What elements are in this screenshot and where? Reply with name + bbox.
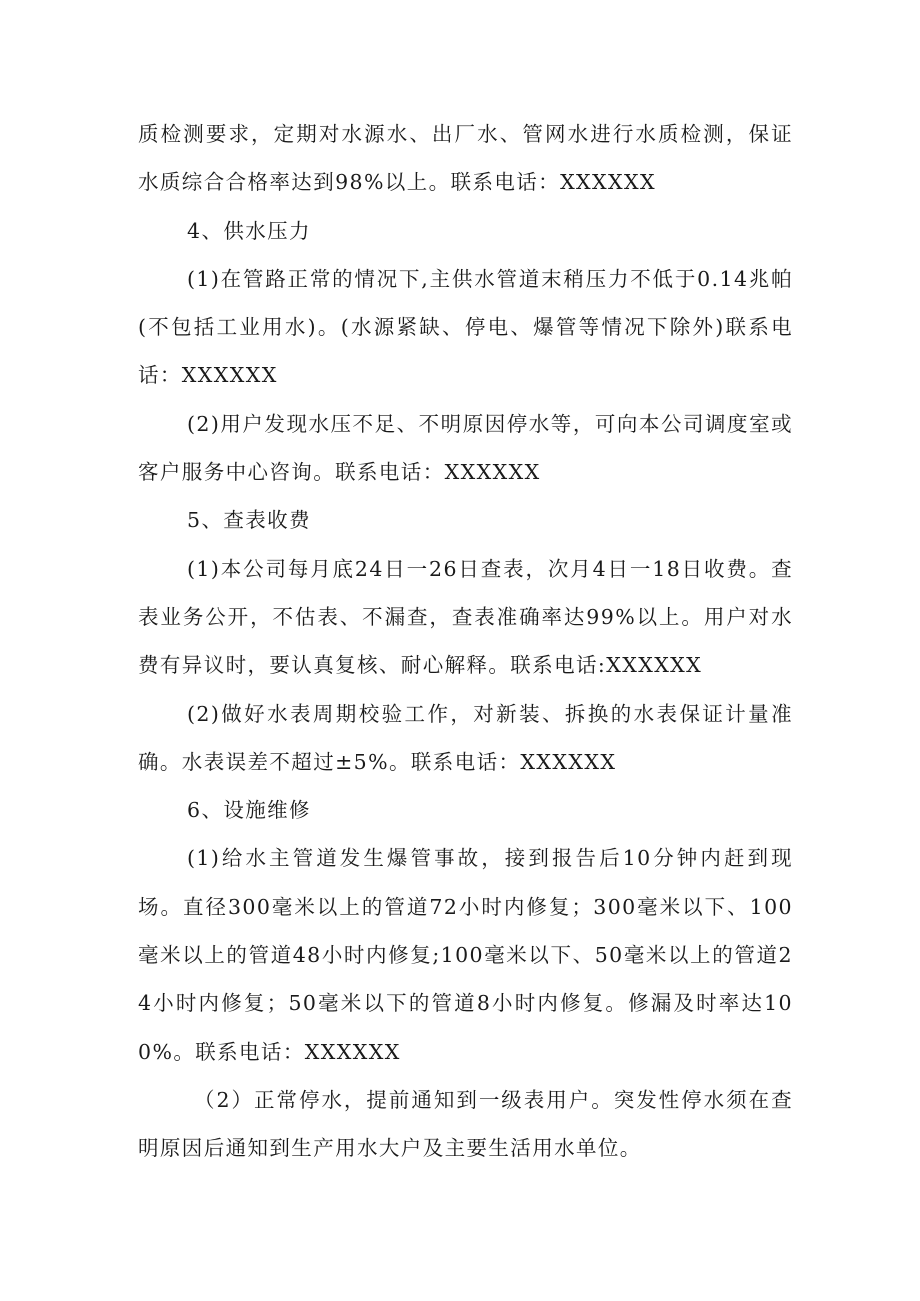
paragraph-water-quality-continued: 质检测要求，定期对水源水、出厂水、管网水进行水质检测，保证水质综合合格率达到98%以上。联系电话：XXXXXX [138,122,793,195]
paragraph-billing-item-1: (1)本公司每月底24日一26日查表，次月4日一18日收费。查表业务公开，不估表、不漏查，查表准确率达99%以上。用户对水费有异议时，要认真复核、耐心解释。联系电话:XXXXXX [138,556,793,678]
paragraph-billing-item-2: (2)做好水表周期校验工作，对新装、拆换的水表保证计量准确。水表误差不超过±5%。联系电话：XXXXXX [138,701,793,774]
document-body [138,110,793,1173]
paragraph-maintenance-item-2: （2）正常停水，提前通知到一级表用户。突发性停水须在查明原因后通知到生产用水大户及主要生活用水单位。 [138,1087,793,1161]
heading-facility-maintenance: 6、设施维修 [187,798,311,823]
heading-meter-reading-billing: 5、查表收费 [187,508,311,533]
paragraph-pressure-item-2: (2)用户发现水压不足、不明原因停水等，可向本公司调度室或客户服务中心咨询。联系电话：XXXXXX [138,411,793,485]
paragraph-pressure-item-1: (1)在管路正常的情况下,主供水管道末稍压力不低于0.14兆帕(不包括工业用水)。(水源紧缺、停电、爆管等情况下除外)联系电话：XXXXXX [138,266,793,388]
paragraph-maintenance-item-1: (1)给水主管道发生爆管事故，接到报告后10分钟内赶到现场。直径300毫米以上的管道72小时内修复；300毫米以下、100毫米以上的管道48小时内修复;100毫米以下、50毫米以上的管道24小时内修复；50毫米以下的管道8小时内修复。修漏及时率达100%。联系电话：XXXXXX [138,846,793,1064]
heading-supply-pressure: 4、供水压力 [187,218,311,243]
